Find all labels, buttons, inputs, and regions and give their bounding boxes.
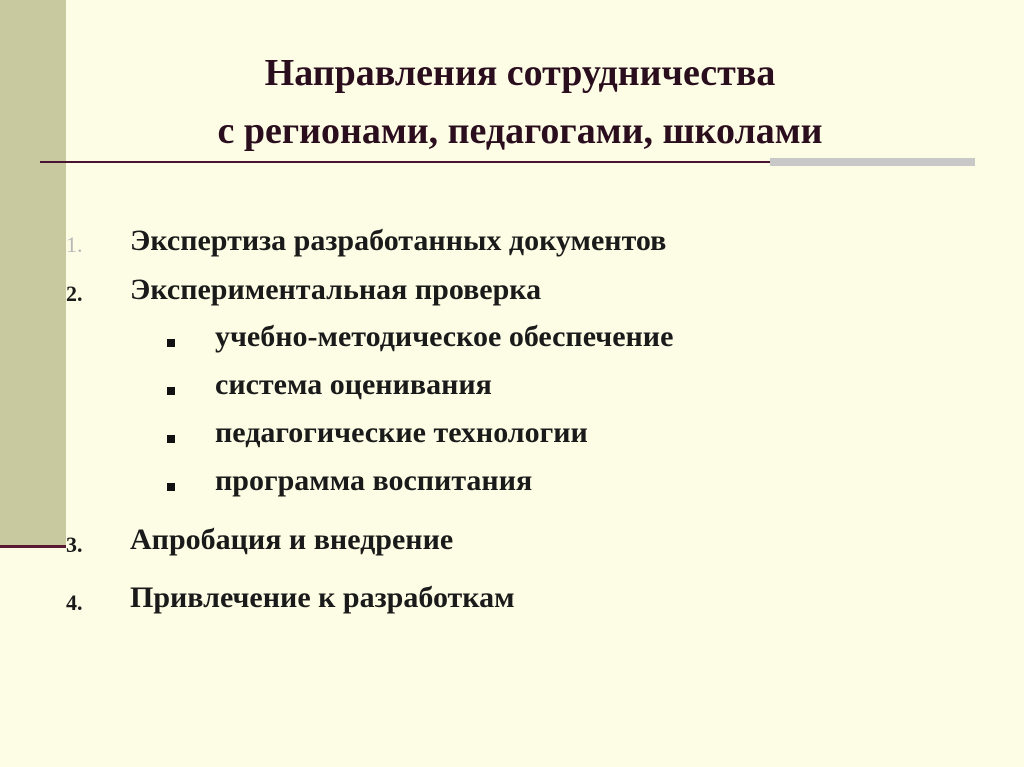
- left-decorative-bar: [0, 0, 66, 548]
- list-item: Апробация и внедрение: [130, 523, 454, 556]
- list-item: Экспертиза разработанных документов: [130, 224, 667, 257]
- title-accent-bar: [770, 158, 975, 166]
- bullet-icon: [167, 483, 175, 491]
- left-bar-rule: [0, 545, 66, 548]
- title-line-2: с регионами, педагогами, школами: [217, 110, 823, 152]
- title-line-1: Направления сотрудничества: [264, 52, 776, 94]
- list-number: 4.: [66, 590, 83, 615]
- list-number: 1.: [66, 232, 83, 257]
- list-number: 3.: [66, 532, 83, 557]
- sub-list-item: система оценивания: [215, 368, 492, 401]
- sub-list-item: учебно-методическое обеспечение: [215, 320, 674, 353]
- list-item: Привлечение к разработкам: [130, 581, 515, 614]
- slide-title: [110, 44, 930, 160]
- bullet-icon: [167, 387, 175, 395]
- list-number: 2.: [66, 281, 83, 306]
- bullet-icon: [167, 435, 175, 443]
- bullet-icon: [167, 339, 175, 347]
- sub-list-item: педагогические технологии: [215, 416, 588, 449]
- list-item: Экспериментальная проверка: [130, 273, 542, 306]
- sub-list-item: программа воспитания: [215, 464, 533, 497]
